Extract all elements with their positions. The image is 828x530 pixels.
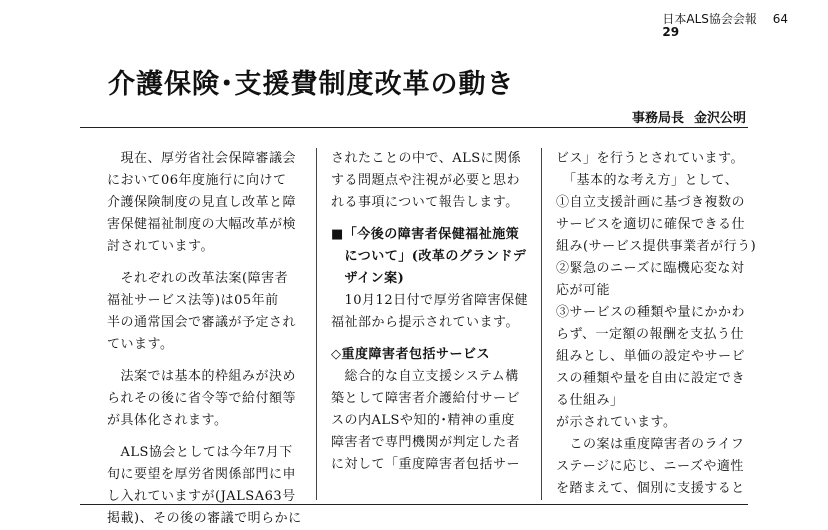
text-column-3 [556,148,757,500]
text-line: れる事項について報告します。 [331,195,519,210]
text-line: ビス」を行うとされています。 [556,151,744,166]
page-number: 64 [772,12,788,26]
text-line: 障害者で専門機関が判定した者 [331,435,521,450]
section-heading: について」(改革のグランドデ [331,249,527,264]
column-divider [541,148,542,500]
text-line: する問題点や注視が必要と思わ [331,173,521,188]
text-line: 組み(サービス提供事業者が行う) [556,239,757,254]
text-line: ①自立支援計画に基づき複数の [556,195,746,210]
text-line: 半の通常国会で審議が予定され [107,315,297,330]
text-line: 介護保険制度の見直し改革と障 [107,195,297,210]
text-line: 総合的な自立支援システム構 [331,369,519,384]
text-line: 10月12日付で厚労省障害保健 [331,293,529,308]
section-heading: ザイン案) [331,271,405,286]
text-line: が示されています。 [556,415,677,430]
text-line: を踏まえて、個別に支援すると [556,481,745,496]
text-line: らず、一定額の報酬を支払う仕 [556,327,744,342]
article-title: 介護保険･支援費制度改革の動き [108,69,515,100]
text-line: 組みとし、単価の設定やサービ [556,349,746,364]
text-line: それぞれの改革法案(障害者 [107,271,289,286]
text-line: ②緊急のニーズに臨機応変な対 [556,261,745,276]
text-line: ALS協会としては今年7月下 [107,445,293,460]
text-line: 害保健福祉制度の大幅改革が検 [107,217,297,232]
text-line: られその後に省令等で給付額等 [107,391,297,406]
top-rule [80,127,748,128]
author-byline [632,107,746,126]
text-line: に対して「重度障害者包括サー [331,457,521,472]
text-line: ③サービスの種類や量にかかわ [556,305,746,320]
text-line: 掲載)、その後の審議で明らかに [107,511,302,526]
author-name: 金沢公明 [693,111,746,126]
text-line: 討されています。 [107,239,214,254]
text-line: し入れていますが(JALSA63号 [107,489,296,504]
publication-name: 日本ALS協会会報 [662,12,757,26]
subsection-heading: ◇重度障害者包括サービス [331,347,490,362]
text-line: 旬に要望を厚労省関係部門に申 [107,467,297,482]
text-line: 現在、厚労省社会保障審議会 [107,151,297,166]
text-line: 福祉サービス法等)は05年前 [107,293,279,308]
running-header [662,13,788,39]
section-heading: ■「今後の障害者保健福祉施策 [331,227,520,242]
text-line: ています。 [107,337,174,352]
text-line: る仕組み」 [556,393,624,408]
text-line: が具体化されます。 [107,413,228,428]
text-line: スの種類や量を自由に設定でき [556,371,746,386]
text-line: サービスを適切に確保できる仕 [556,217,746,232]
text-line: 法案では基本的枠組みが決め [107,369,297,384]
text-column-2 [331,148,527,476]
text-line: ステージに応じ、ニーズや適性 [556,459,744,474]
text-line: において06年度施行に向けて [107,173,287,188]
text-column-1 [107,148,303,530]
author-role: 事務局長 [631,111,684,126]
column-divider [316,148,317,500]
text-line: スの内ALSや知的･精神の重度 [331,413,515,428]
text-line: されたことの中で、ALSに関係 [331,151,522,166]
issue-number: 29 [662,25,680,39]
text-line: 応が可能 [556,283,611,298]
text-line: この案は重度障害者のライフ [556,437,745,452]
text-line: 築として障害者介護給付サービ [331,391,521,406]
text-line: 福祉部から提示されています。 [331,315,519,330]
text-line: 「基本的な考え方」として、 [556,173,739,188]
